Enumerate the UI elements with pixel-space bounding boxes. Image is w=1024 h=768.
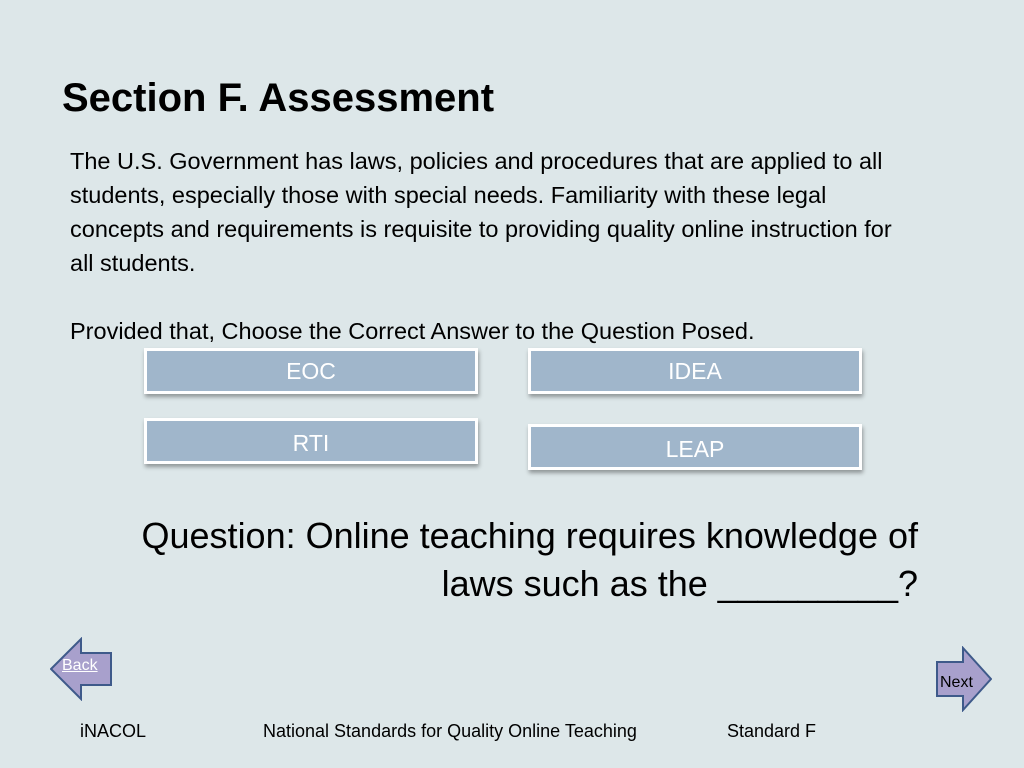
next-button[interactable] (936, 646, 992, 712)
answer-button-eoc[interactable]: EOC (144, 348, 478, 394)
footer-title: National Standards for Quality Online Teaching (263, 721, 637, 741)
slide-title: Section F. Assessment (62, 76, 495, 120)
question-text: Question: Online teaching requires knowledge of laws such as the _________? (141, 515, 918, 604)
next-label: Next (940, 674, 973, 691)
answer-button-leap[interactable]: LEAP (528, 424, 862, 470)
footer-standard: Standard F (727, 721, 817, 741)
slide-body (70, 144, 920, 348)
answer-button-idea[interactable]: IDEA (528, 348, 862, 394)
answer-button-rti[interactable]: RTI (144, 418, 478, 464)
footer-organization: iNACOL (80, 721, 147, 741)
instruction-paragraph: Provided that, Choose the Correct Answer to the Question Posed. (70, 318, 755, 344)
intro-paragraph: The U.S. Government has laws, policies and procedures that are applied to all students, especially those with special needs. Familiarity with these legal concepts and requirements is requisite to providing quality online instruction for all students. (70, 148, 892, 276)
back-link-label[interactable]: Back (62, 657, 98, 674)
back-button[interactable] (50, 637, 112, 701)
